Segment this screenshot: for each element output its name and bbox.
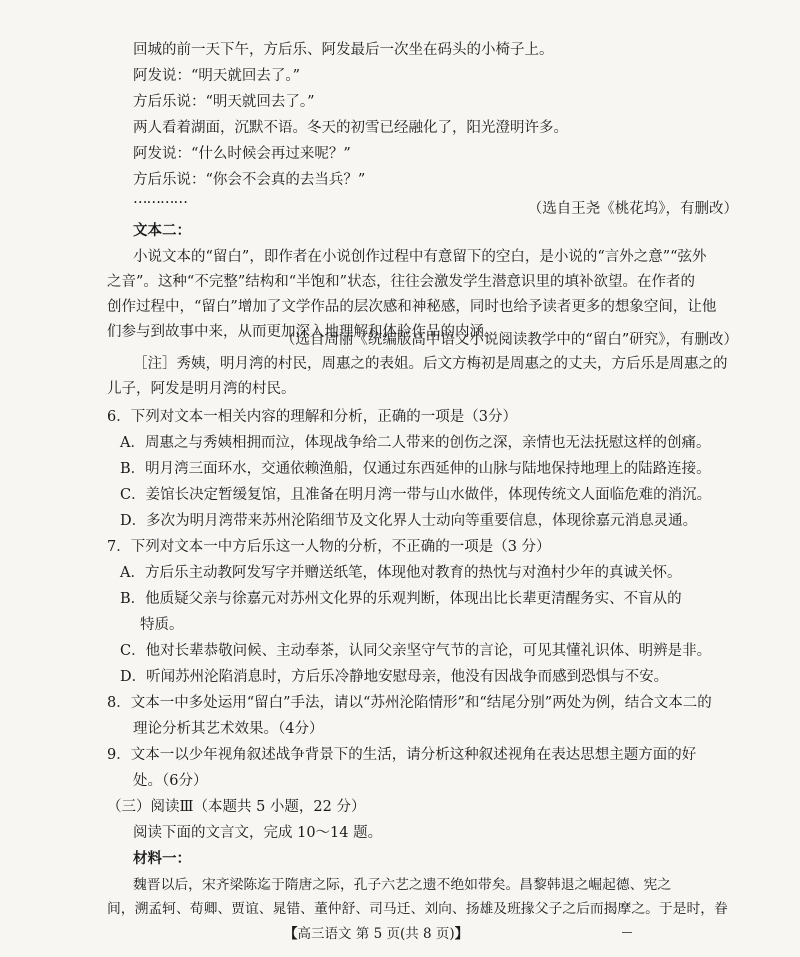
question-7-option-b: B．他质疑父亲与徐嘉元对苏州文化界的乐观判断，体现出比长辈更清醒务实、不盲从的	[120, 591, 682, 607]
question-9-line: 9．文本一以少年视角叙述战争背景下的生活，请分析这种叙述视角在表达思想主题方面的好	[107, 747, 697, 763]
question-6-option-a: A．周惠之与秀姨相拥而泣，体现战争给二人带来的创伤之深，亲情也无法抚慰这样的创痛。	[120, 435, 711, 451]
classical-text-line: 魏晋以后，宋齐梁陈迄于隋唐之际，孔子六艺之遗不绝如带矣。昌黎韩退之崛起德、宪之	[133, 877, 672, 893]
page-footer: 【高三语文 第 5 页(共 8 页)】	[284, 926, 469, 942]
section-3-title: （三）阅读Ⅲ（本题共 5 小题，22 分）	[107, 799, 366, 815]
text2-heading: 文本二：	[133, 222, 191, 239]
question-6-stem: 6．下列对文本一相关内容的理解和分析，正确的一项是（3分）	[107, 409, 517, 425]
text2-paragraph-line: 们参与到故事中来，从而更加深入地理解和体验作品的内涵。	[107, 324, 499, 340]
section-3-instruction: 阅读下面的文言文，完成 10～14 题。	[133, 825, 383, 841]
text1-line: 方后乐说：“你会不会真的去当兵？”	[133, 172, 366, 188]
question-6-option-c: C．姜馆长决定暂缓复馆，且准备在明月湾一带与山水做伴，体现传统文人面临危难的消沉。	[120, 487, 712, 503]
question-7-option-d: D．听闻苏州沦陷消息时，方后乐冷静地安慰母亲，他没有因战争而感到恐惧与不安。	[120, 669, 669, 685]
question-7-option-a: A．方后乐主动教阿发写字并赠送纸笔，体现他对教育的热忱与对渔村少年的真诚关怀。	[120, 565, 682, 581]
question-8-line: 理论分析其艺术效果。（4分）	[133, 721, 324, 737]
question-7-option-c: C．他对长辈恭敬问候、主动奉茶，认同父亲坚守气节的言论，可见其懂礼识体、明辨是非。	[120, 643, 712, 659]
text2-paragraph-line: 之音”。这种“不完整”结构和“半饱和”状态，往往会激发学生潜意识里的填补欲望。在作者的	[107, 274, 696, 290]
text1-source: （选自王尧《桃花坞》，有删改）	[527, 201, 738, 217]
question-9-line: 处。（6分）	[133, 773, 208, 789]
text2-paragraph-line: 小说文本的“留白”，即作者在小说创作过程中有意留下的空白，是小说的“言外之意”“弦外	[133, 249, 707, 265]
note-line: 儿子，阿发是明月湾的村民。	[107, 381, 296, 397]
text1-line: 回城的前一天下午，方后乐、阿发最后一次坐在码头的小椅子上。	[133, 42, 554, 58]
question-8-line: 8．文本一中多处运用“留白”手法，请以“苏州沦陷情形”和“结尾分别”两处为例，结合文本二的	[107, 695, 712, 711]
text1-line: 两人看着湖面，沉默不语。冬天的初雪已经融化了，阳光澄明许多。	[133, 120, 568, 136]
ellipsis: …………	[133, 191, 187, 207]
text1-line: 阿发说：“明天就回去了。”	[133, 68, 301, 84]
text2-source: （选自周丽《统编版高中语文小说阅读教学中的“留白”研究》，有删改）	[280, 332, 738, 348]
question-6-option-b: B．明月湾三面环水，交通依赖渔船，仅通过东西延伸的山脉与陆地保持地理上的陆路连接。	[120, 461, 711, 477]
material-1-heading: 材料一：	[133, 850, 191, 867]
note-line: ［注］秀姨，明月湾的村民，周惠之的表姐。后文方梅初是周惠之的丈夫，方后乐是周惠之的	[133, 356, 728, 372]
text1-line: 方后乐说：“明天就回去了。”	[133, 94, 315, 110]
classical-text-line: 间，溯孟轲、荀卿、贾谊、晁错、董仲舒、司马迁、刘向、扬雄及班掾父子之后而揭摩之。于是时，眷	[107, 901, 728, 917]
question-7-option-b-cont: 特质。	[140, 617, 184, 633]
footer-dash	[622, 932, 632, 933]
question-6-option-d: D．多次为明月湾带来苏州沦陷细节及文化界人士动向等重要信息，体现徐嘉元消息灵通。	[120, 513, 698, 529]
question-7-stem: 7．下列对文本一中方后乐这一人物的分析，不正确的一项是（3 分）	[107, 539, 551, 555]
text2-paragraph-line: 创作过程中，“留白”增加了文学作品的层次感和神秘感，同时也给予读者更多的想象空间，让他	[107, 299, 717, 315]
footer-page: 第 5 页(共 8 页)	[355, 926, 455, 942]
footer-subject: 高三语文	[297, 926, 352, 942]
text1-line: 阿发说：“什么时候会再过来呢？”	[133, 146, 351, 162]
